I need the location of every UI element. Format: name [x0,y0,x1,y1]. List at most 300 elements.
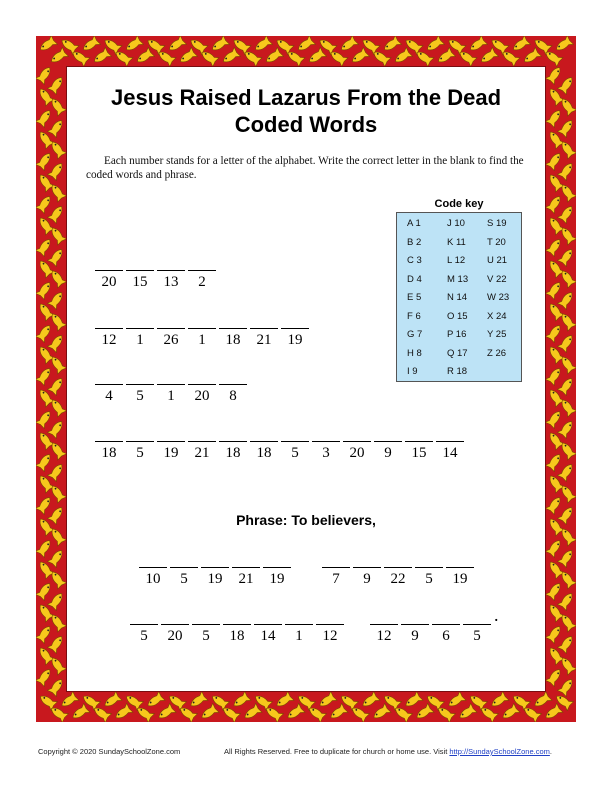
letter-slot [219,441,247,471]
fish-icon [36,580,54,600]
letter-blank[interactable] [250,441,278,442]
code-number: 9 [411,628,419,644]
code-key-entry: E 5 [407,292,422,303]
letter-blank[interactable] [312,441,340,442]
code-number: 5 [291,445,299,461]
fish-icon [557,418,576,438]
fish-icon [47,375,66,395]
letter-slot [95,328,123,358]
letter-slot [353,567,381,597]
fish-icon [252,36,272,54]
fish-icon [557,590,576,610]
letter-blank[interactable] [126,270,154,271]
letter-slot [370,624,398,654]
letter-slot [95,270,123,300]
letter-blank[interactable] [95,328,123,329]
fish-icon [123,36,143,54]
fish-icon [349,47,369,66]
code-number: 1 [295,628,303,644]
coded-word [139,567,294,597]
fish-icon [47,332,66,352]
code-number: 18 [225,445,241,461]
letter-blank[interactable] [188,441,216,442]
fish-icon [36,236,54,256]
fish-icon [557,117,576,137]
fish-icon [134,47,154,66]
code-key-entry: G 7 [407,329,423,340]
code-number: 15 [132,274,148,290]
fish-icon [70,703,90,722]
letter-blank[interactable] [95,441,123,442]
code-number: 26 [163,332,179,348]
fish-icon [467,36,487,54]
fish-icon [328,703,348,722]
code-key-entry: H 8 [407,347,422,359]
fish-icon [199,703,219,722]
coded-word [95,384,250,414]
letter-blank[interactable] [219,384,247,385]
fish-icon [36,451,54,471]
code-key-entry: B 2 [407,236,422,248]
letter-blank[interactable] [436,441,464,442]
fish-icon [36,150,54,170]
code-key-entry: Y 25 [487,329,507,340]
coded-word [370,624,494,654]
code-number: 20 [167,628,183,644]
letter-slot [126,441,154,471]
letter-blank[interactable] [405,441,433,442]
fish-icon [47,117,66,137]
instructions-text: Each number stands for a letter of the alphabet. Write the correct letter in the blank to find the coded words and phrase. [86,155,524,181]
letter-slot [281,328,309,358]
fish-icon [36,666,54,686]
code-number: 18 [256,445,272,461]
letter-blank[interactable] [188,384,216,385]
code-number: 14 [442,445,458,461]
letter-slot [188,328,216,358]
letter-slot [95,441,123,471]
letter-slot [126,384,154,414]
footer-website-link[interactable]: http://SundaySchoolZone.com [449,747,550,756]
letter-blank[interactable] [263,567,291,568]
code-key-entry: O 15 [447,310,468,322]
fish-icon [36,623,54,643]
code-key-entry: U 21 [487,255,508,266]
fish-icon [381,36,401,54]
fish-icon [47,289,66,309]
letter-blank[interactable] [219,328,247,329]
fish-icon [545,623,564,643]
footer-link-end: . [549,747,552,756]
fish-icon [545,193,564,213]
fish-icon [47,246,66,266]
letter-blank[interactable] [139,567,167,568]
fish-icon [510,36,530,54]
letter-slot [343,441,371,471]
code-number: 6 [442,628,450,644]
letter-blank[interactable] [188,270,216,271]
fish-icon [545,236,564,256]
code-key-entry: Z 26 [487,347,507,359]
code-number: 19 [269,571,285,587]
code-number: 20 [194,388,210,404]
fish-icon [47,203,66,223]
letter-blank[interactable] [432,624,460,625]
code-number: 20 [349,445,365,461]
fish-icon [545,580,564,600]
phrase-label: Phrase: To believers, [236,512,376,528]
code-number: 1 [167,388,175,404]
letter-blank[interactable] [157,384,185,385]
fish-icon [47,461,66,481]
letter-blank[interactable] [219,441,247,442]
code-number: 19 [452,571,468,587]
fish-icon [47,547,66,567]
fish-icon [47,504,66,524]
fish-icon [47,74,66,94]
fish-icon [545,279,564,299]
letter-blank[interactable] [254,624,282,625]
fish-icon [545,64,564,84]
code-key-entry: F 6 [407,310,421,322]
code-number: 5 [202,628,210,644]
code-key-entry: X 24 [487,310,507,322]
fish-icon [545,408,564,428]
fish-icon [489,691,509,710]
fish-icon [403,691,423,710]
fish-icon [36,537,54,557]
fish-icon [177,47,197,66]
letter-slot [463,624,491,654]
code-number: 5 [473,628,481,644]
fish-icon [545,537,564,557]
fish-icon [557,74,576,94]
letter-slot [401,624,429,654]
code-key-entry: Q 17 [447,347,468,359]
fish-icon [145,691,165,710]
letter-blank[interactable] [250,328,278,329]
letter-blank[interactable] [463,624,491,625]
letter-slot [126,270,154,300]
code-number: 7 [332,571,340,587]
fish-icon [557,461,576,481]
fish-icon [59,691,79,710]
letter-blank[interactable] [126,384,154,385]
letter-blank[interactable] [353,567,381,568]
code-key-entry: J 10 [447,218,465,229]
fish-icon [36,322,54,342]
letter-slot [157,270,185,300]
letter-blank[interactable] [201,567,229,568]
fish-icon [435,47,455,66]
fish-icon [36,279,54,299]
fish-icon [285,703,305,722]
letter-slot [161,624,189,654]
code-key-entry: C 3 [407,255,422,266]
code-key-entry: S 19 [487,218,507,229]
letter-slot [436,441,464,471]
code-key-entry: L 12 [447,255,466,266]
code-key-entry: M 13 [447,273,469,285]
fish-icon [36,64,54,84]
letter-slot [254,624,282,654]
letter-blank[interactable] [126,441,154,442]
letter-blank[interactable] [384,567,412,568]
letter-blank[interactable] [170,567,198,568]
letter-slot [415,567,443,597]
code-number: 9 [384,445,392,461]
letter-slot [316,624,344,654]
code-number: 18 [225,332,241,348]
fish-icon [478,47,498,66]
fish-icon [500,703,520,722]
fish-icon [545,150,564,170]
letter-slot [219,328,247,358]
letter-slot [285,624,313,654]
code-number: 13 [163,274,179,290]
code-key-entry: N 14 [447,292,468,303]
letter-slot [250,328,278,358]
letter-slot [188,384,216,414]
code-number: 9 [363,571,371,587]
letter-slot [446,567,474,597]
letter-slot [223,624,251,654]
fish-icon [295,36,315,54]
coded-word [322,567,477,597]
fish-icon [156,703,176,722]
fish-icon [263,47,283,66]
code-key-entry: D 4 [407,273,422,285]
letter-blank[interactable] [95,270,123,271]
code-key-title: Code key [434,198,484,210]
letter-blank[interactable] [232,567,260,568]
code-key-entry: K 11 [447,236,466,248]
fish-icon [545,107,564,127]
fish-icon [80,36,100,54]
page-title [66,84,546,138]
fish-icon [36,193,54,213]
fish-icon [392,47,412,66]
letter-slot [157,328,185,358]
letter-slot [384,567,412,597]
letter-blank[interactable] [188,328,216,329]
letter-slot [322,567,350,597]
fish-icon [36,107,54,127]
coded-word [130,624,347,654]
fish-icon [47,676,66,696]
fish-icon [220,47,240,66]
fish-icon [47,633,66,653]
code-number: 21 [194,445,210,461]
letter-slot [170,567,198,597]
code-number: 18 [101,445,117,461]
code-number: 21 [238,571,254,587]
title-line-1: Jesus Raised Lazarus From the Dead [110,85,502,110]
letter-blank[interactable] [374,441,402,442]
letter-blank[interactable] [322,567,350,568]
fish-icon [338,36,358,54]
code-number: 22 [390,571,406,587]
coded-word [95,328,312,358]
letter-slot [432,624,460,654]
letter-blank[interactable] [285,624,313,625]
letter-blank[interactable] [401,624,429,625]
letter-slot [232,567,260,597]
letter-blank[interactable] [446,567,474,568]
fish-icon [557,504,576,524]
code-number: 19 [163,445,179,461]
fish-icon [557,547,576,567]
letter-slot [188,441,216,471]
fish-icon [36,408,54,428]
fish-icon [47,160,66,180]
letter-blank[interactable] [126,328,154,329]
code-number: 5 [180,571,188,587]
letter-blank[interactable] [281,328,309,329]
code-number: 1 [136,332,144,348]
code-number: 5 [136,445,144,461]
code-key-entry: A 1 [407,218,421,229]
code-key-entry: P 16 [447,329,467,340]
letter-slot [263,567,291,597]
fish-icon [532,691,552,710]
letter-blank[interactable] [192,624,220,625]
letter-blank[interactable] [157,328,185,329]
fish-icon [446,691,466,710]
code-number: 8 [229,388,237,404]
letter-slot [374,441,402,471]
fish-icon [545,666,564,686]
letter-slot [95,384,123,414]
fish-icon [371,703,391,722]
code-key-entry: I 9 [407,366,418,377]
letter-slot [312,441,340,471]
fish-icon [414,703,434,722]
letter-blank[interactable] [415,567,443,568]
fish-icon [306,47,326,66]
code-number: 12 [376,628,392,644]
fish-icon [113,703,133,722]
fish-icon [457,703,477,722]
coded-word [95,270,219,300]
code-number: 5 [425,571,433,587]
fish-icon [37,36,57,54]
footer-rights-text: All Rights Reserved. Free to duplicate for church or home use. Visit [224,747,450,756]
fish-icon [557,203,576,223]
code-key-table [396,212,522,382]
letter-slot [157,384,185,414]
code-number: 19 [287,332,303,348]
fish-icon [242,703,262,722]
code-number: 10 [145,571,161,587]
code-number: 1 [198,332,206,348]
code-number: 12 [322,628,338,644]
code-number: 12 [101,332,117,348]
letter-blank[interactable] [161,624,189,625]
letter-blank[interactable] [95,384,123,385]
code-number: 2 [198,274,206,290]
code-key-entry: T 20 [487,236,506,248]
fish-icon [545,322,564,342]
code-number: 4 [105,388,113,404]
code-number: 20 [101,274,117,290]
fish-icon [557,375,576,395]
letter-blank[interactable] [130,624,158,625]
code-number: 19 [207,571,223,587]
fish-icon [557,289,576,309]
fish-icon [36,494,54,514]
fish-icon [102,691,122,710]
letter-slot [192,624,220,654]
fish-icon [36,365,54,385]
letter-slot [157,441,185,471]
code-number: 5 [140,628,148,644]
fish-icon [360,691,380,710]
letter-slot [126,328,154,358]
fish-icon [545,365,564,385]
fish-icon [47,590,66,610]
fish-icon [166,36,186,54]
letter-blank[interactable] [370,624,398,625]
code-number: 18 [229,628,245,644]
letter-blank[interactable] [157,441,185,442]
letter-blank[interactable] [343,441,371,442]
letter-slot [188,270,216,300]
code-key-entry: R 18 [447,366,468,377]
fish-icon [545,494,564,514]
fish-icon [557,332,576,352]
code-number: 14 [260,628,276,644]
footer-rights [224,747,552,756]
code-number: 15 [411,445,427,461]
letter-slot [219,384,247,414]
fish-icon [557,246,576,266]
fish-icon [231,691,251,710]
title-line-2: Coded Words [234,112,378,137]
fish-icon [545,451,564,471]
fish-icon [521,47,541,66]
letter-slot [405,441,433,471]
letter-slot [201,567,229,597]
fish-icon [557,160,576,180]
code-number: 5 [136,388,144,404]
fish-icon [48,47,68,66]
fish-icon [47,418,66,438]
fish-icon [553,36,573,54]
fish-icon [557,633,576,653]
letter-slot [250,441,278,471]
code-key-entry: V 22 [487,273,507,285]
fish-icon [317,691,337,710]
code-number: 21 [256,332,272,348]
code-key-entry: W 23 [487,292,510,303]
code-number: 3 [322,445,330,461]
letter-slot [130,624,158,654]
letter-blank[interactable] [316,624,344,625]
letter-slot [281,441,309,471]
fish-icon [424,36,444,54]
phrase-period: . [494,605,499,625]
letter-blank[interactable] [281,441,309,442]
footer-copyright: Copyright © 2020 SundaySchoolZone.com [38,747,181,756]
letter-blank[interactable] [223,624,251,625]
fish-icon [543,703,563,722]
letter-blank[interactable] [157,270,185,271]
fish-icon [91,47,111,66]
letter-slot [139,567,167,597]
fish-icon [557,676,576,696]
fish-icon [188,691,208,710]
